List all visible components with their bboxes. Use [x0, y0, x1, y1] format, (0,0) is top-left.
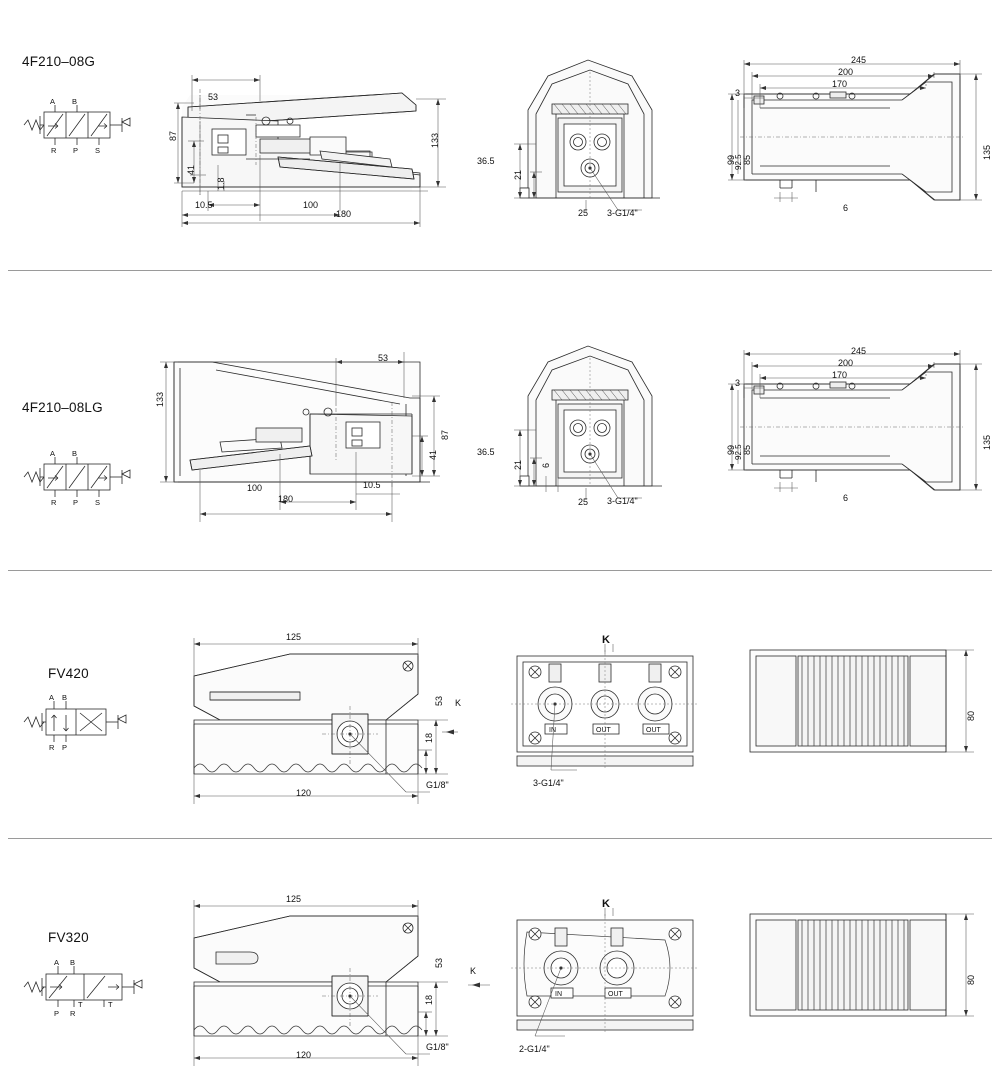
- svg-text:P: P: [62, 743, 68, 752]
- dim-2-170: 170: [832, 370, 848, 380]
- front-view-2: [490, 334, 710, 514]
- dim-1-365: 36.5: [477, 156, 495, 166]
- dim-1-135: 135: [982, 144, 992, 160]
- dim-2-133: 133: [155, 391, 165, 407]
- svg-text:P: P: [73, 146, 79, 155]
- row-4f210-08g: [0, 0, 1000, 272]
- dim-1-6: 6: [843, 203, 849, 213]
- dim-2-200: 200: [838, 358, 854, 368]
- side-view-3: [180, 628, 460, 818]
- section-arrow-k-4: [466, 978, 492, 992]
- valve-symbol-1: [18, 97, 133, 160]
- dim-2-135: 135: [982, 434, 992, 450]
- side-view-4: [180, 890, 460, 1080]
- top-view-3: [505, 642, 705, 792]
- dim-2-925: 92.5: [734, 444, 743, 460]
- dim-1-21: 21: [513, 169, 523, 180]
- dim-1-99: 99: [726, 154, 736, 165]
- port-label-out-4: OUT: [608, 991, 623, 998]
- port-label-in: IN: [549, 727, 556, 734]
- plan-view-3: [742, 644, 982, 784]
- dim-4-2g14: 2-G1/4": [519, 1044, 550, 1054]
- dim-1-925: 92.5: [734, 154, 743, 170]
- dim-2-365: 36.5: [477, 447, 495, 457]
- dim-2-245: 245: [851, 346, 867, 356]
- front-view-1: [490, 48, 710, 228]
- svg-text:A: A: [54, 958, 60, 967]
- dim-3-3g14: 3-G1/4": [533, 778, 564, 788]
- svg-text:A: A: [49, 693, 55, 702]
- dim-2-21: 21: [513, 459, 523, 470]
- dim-1-100: 100: [303, 200, 319, 210]
- dim-2-25: 25: [578, 497, 589, 507]
- dim-2-100: 100: [247, 483, 263, 493]
- dim-2-41: 41: [428, 449, 438, 460]
- svg-text:B: B: [72, 449, 78, 458]
- dim-1-200: 200: [838, 67, 854, 77]
- dim-1-133: 133: [430, 132, 440, 148]
- dim-2-87: 87: [440, 429, 450, 440]
- svg-text:B: B: [70, 958, 76, 967]
- dim-4-80: 80: [966, 974, 976, 985]
- dim-3-18: 18: [424, 732, 434, 743]
- dim-4-K: K: [470, 966, 477, 976]
- dim-4-125: 125: [286, 894, 302, 904]
- svg-text:B: B: [72, 97, 78, 106]
- dim-1-87: 87: [168, 130, 178, 141]
- dim-3-K-top: K: [602, 634, 610, 646]
- svg-text:T: T: [108, 1000, 113, 1009]
- row-4f210-08lg: [0, 272, 1000, 562]
- model-label-3: FV420: [48, 666, 89, 681]
- divider-1: [8, 270, 992, 271]
- svg-text:P: P: [54, 1009, 60, 1018]
- dim-1-53: 53: [208, 92, 219, 102]
- dim-2-53: 53: [378, 353, 389, 363]
- dim-2-3g14: 3-G1/4": [607, 496, 638, 506]
- svg-text:S: S: [95, 498, 101, 507]
- dim-2-6b: 6: [843, 493, 849, 503]
- dim-3-g18: G1/8": [426, 780, 449, 790]
- side-view-2: [160, 342, 460, 532]
- dim-3-53: 53: [434, 695, 444, 706]
- row-fv420: [0, 570, 1000, 840]
- dim-1-180: 180: [336, 209, 352, 219]
- svg-text:R: R: [51, 146, 57, 155]
- model-label-2: 4F210–08LG: [22, 400, 103, 415]
- port-label-out2: OUT: [646, 727, 661, 734]
- dim-1-3g14: 3-G1/4": [607, 208, 638, 218]
- valve-symbol-2: [18, 449, 133, 512]
- svg-text:T: T: [78, 1000, 83, 1009]
- model-label-1: 4F210–08G: [22, 54, 96, 69]
- svg-text:P: P: [73, 498, 79, 507]
- dim-2-99: 99: [726, 444, 736, 455]
- svg-text:R: R: [49, 743, 55, 752]
- top-view-1: [720, 52, 990, 227]
- dim-1-41: 41: [186, 164, 196, 175]
- plan-view-4: [742, 908, 982, 1048]
- dim-2-180: 180: [278, 494, 294, 504]
- dim-4-K-top: K: [602, 898, 610, 910]
- dim-3-80: 80: [966, 710, 976, 721]
- svg-text:S: S: [95, 146, 101, 155]
- dim-1-85: 85: [742, 154, 752, 165]
- svg-text:R: R: [70, 1009, 76, 1018]
- svg-text:R: R: [51, 498, 57, 507]
- dim-4-g18: G1/8": [426, 1042, 449, 1052]
- dim-4-53: 53: [434, 957, 444, 968]
- dim-2-3: 3: [735, 378, 741, 388]
- dim-1-3: 3: [735, 88, 741, 98]
- port-label-out1: OUT: [596, 727, 611, 734]
- valve-symbol-3: [18, 695, 138, 755]
- dim-4-18: 18: [424, 994, 434, 1005]
- dim-1-18: 1.8: [216, 177, 226, 190]
- dim-3-120: 120: [296, 788, 312, 798]
- dim-2-105: 10.5: [363, 480, 381, 490]
- dim-3-K: K: [455, 698, 462, 708]
- svg-text:A: A: [50, 97, 56, 106]
- dim-1-105: 10.5: [195, 200, 213, 210]
- svg-text:A: A: [50, 449, 56, 458]
- dim-2-85: 85: [742, 444, 752, 455]
- dim-1-245: 245: [851, 55, 867, 65]
- dim-3-125: 125: [286, 632, 302, 642]
- top-view-2: [720, 342, 990, 517]
- model-label-4: FV320: [48, 930, 89, 945]
- valve-symbol-4: [18, 960, 153, 1020]
- dim-4-120: 120: [296, 1050, 312, 1060]
- row-fv320: [0, 838, 1000, 1092]
- svg-text:B: B: [62, 693, 68, 702]
- top-view-4: [505, 906, 705, 1056]
- dim-1-25: 25: [578, 208, 589, 218]
- dim-2-6: 6: [541, 462, 551, 468]
- port-label-in-4: IN: [555, 991, 562, 998]
- dim-1-170: 170: [832, 79, 848, 89]
